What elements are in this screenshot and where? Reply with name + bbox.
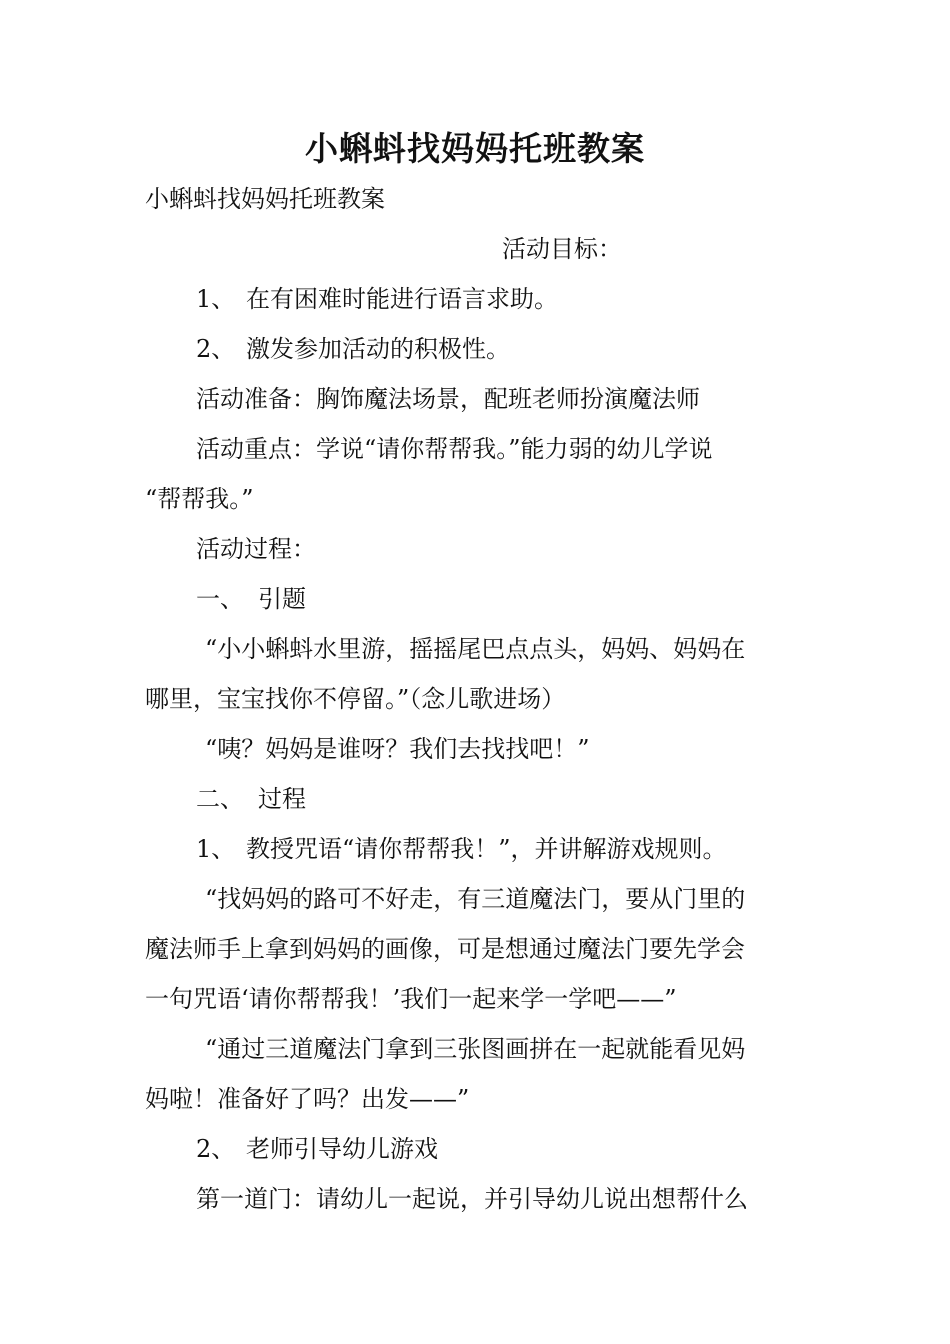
paragraph-1-line-1: “找妈妈的路可不好走，有三道魔法门，要从门里的 [205, 885, 746, 913]
goal-number: 2、 [196, 335, 236, 363]
section-heading-2 [196, 782, 306, 816]
section-number: 二、 [196, 785, 244, 813]
paragraph-2-line-2: 妈啦！准备好了吗？出发——” [145, 1085, 470, 1113]
paragraph-1-line-3: 一句咒语‘请你帮帮我！’我们一起来学一学吧——” [145, 985, 677, 1013]
goal-item-1 [196, 282, 558, 316]
goal-number: 1、 [196, 285, 236, 313]
rhyme-line-1: “小小蝌蚪水里游，摇摇尾巴点点头，妈妈、妈妈在 [205, 635, 746, 663]
section-heading-1 [196, 582, 306, 616]
goals-heading: 活动目标： [502, 235, 622, 263]
key-point-line-1: 活动重点：学说“请你帮帮我。”能力弱的幼儿学说 [196, 435, 713, 463]
step-1 [196, 832, 727, 866]
door-1-text: 第一道门：请幼儿一起说，并引导幼儿说出想帮什么 [196, 1185, 748, 1213]
step-number: 2、 [196, 1135, 236, 1163]
section-text: 引题 [258, 585, 306, 613]
goal-text: 激发参加活动的积极性。 [246, 335, 510, 363]
step-number: 1、 [196, 835, 236, 863]
process-heading: 活动过程： [196, 535, 316, 563]
key-point-line-2: “帮帮我。” [145, 485, 254, 513]
section-text: 过程 [258, 785, 306, 813]
paragraph-2-line-1: “通过三道魔法门拿到三张图画拼在一起就能看见妈 [205, 1035, 746, 1063]
step-2 [196, 1132, 438, 1166]
section-number: 一、 [196, 585, 244, 613]
document-title: 小蝌蚪找妈妈托班教案 [305, 129, 645, 168]
step-text: 教授咒语“请你帮帮我！”，并讲解游戏规则。 [246, 835, 727, 863]
document-subtitle: 小蝌蚪找妈妈托班教案 [145, 185, 385, 213]
question-text: “咦？妈妈是谁呀？我们去找找吧！” [205, 735, 590, 763]
preparation-text: 活动准备：胸饰魔法场景，配班老师扮演魔法师 [196, 385, 700, 413]
paragraph-1-line-2: 魔法师手上拿到妈妈的画像，可是想通过魔法门要先学会 [145, 935, 745, 963]
goal-text: 在有困难时能进行语言求助。 [246, 285, 558, 313]
step-text: 老师引导幼儿游戏 [246, 1135, 438, 1163]
goal-item-2 [196, 332, 510, 366]
rhyme-line-2: 哪里，宝宝找你不停留。”（念儿歌进场） [145, 685, 566, 713]
